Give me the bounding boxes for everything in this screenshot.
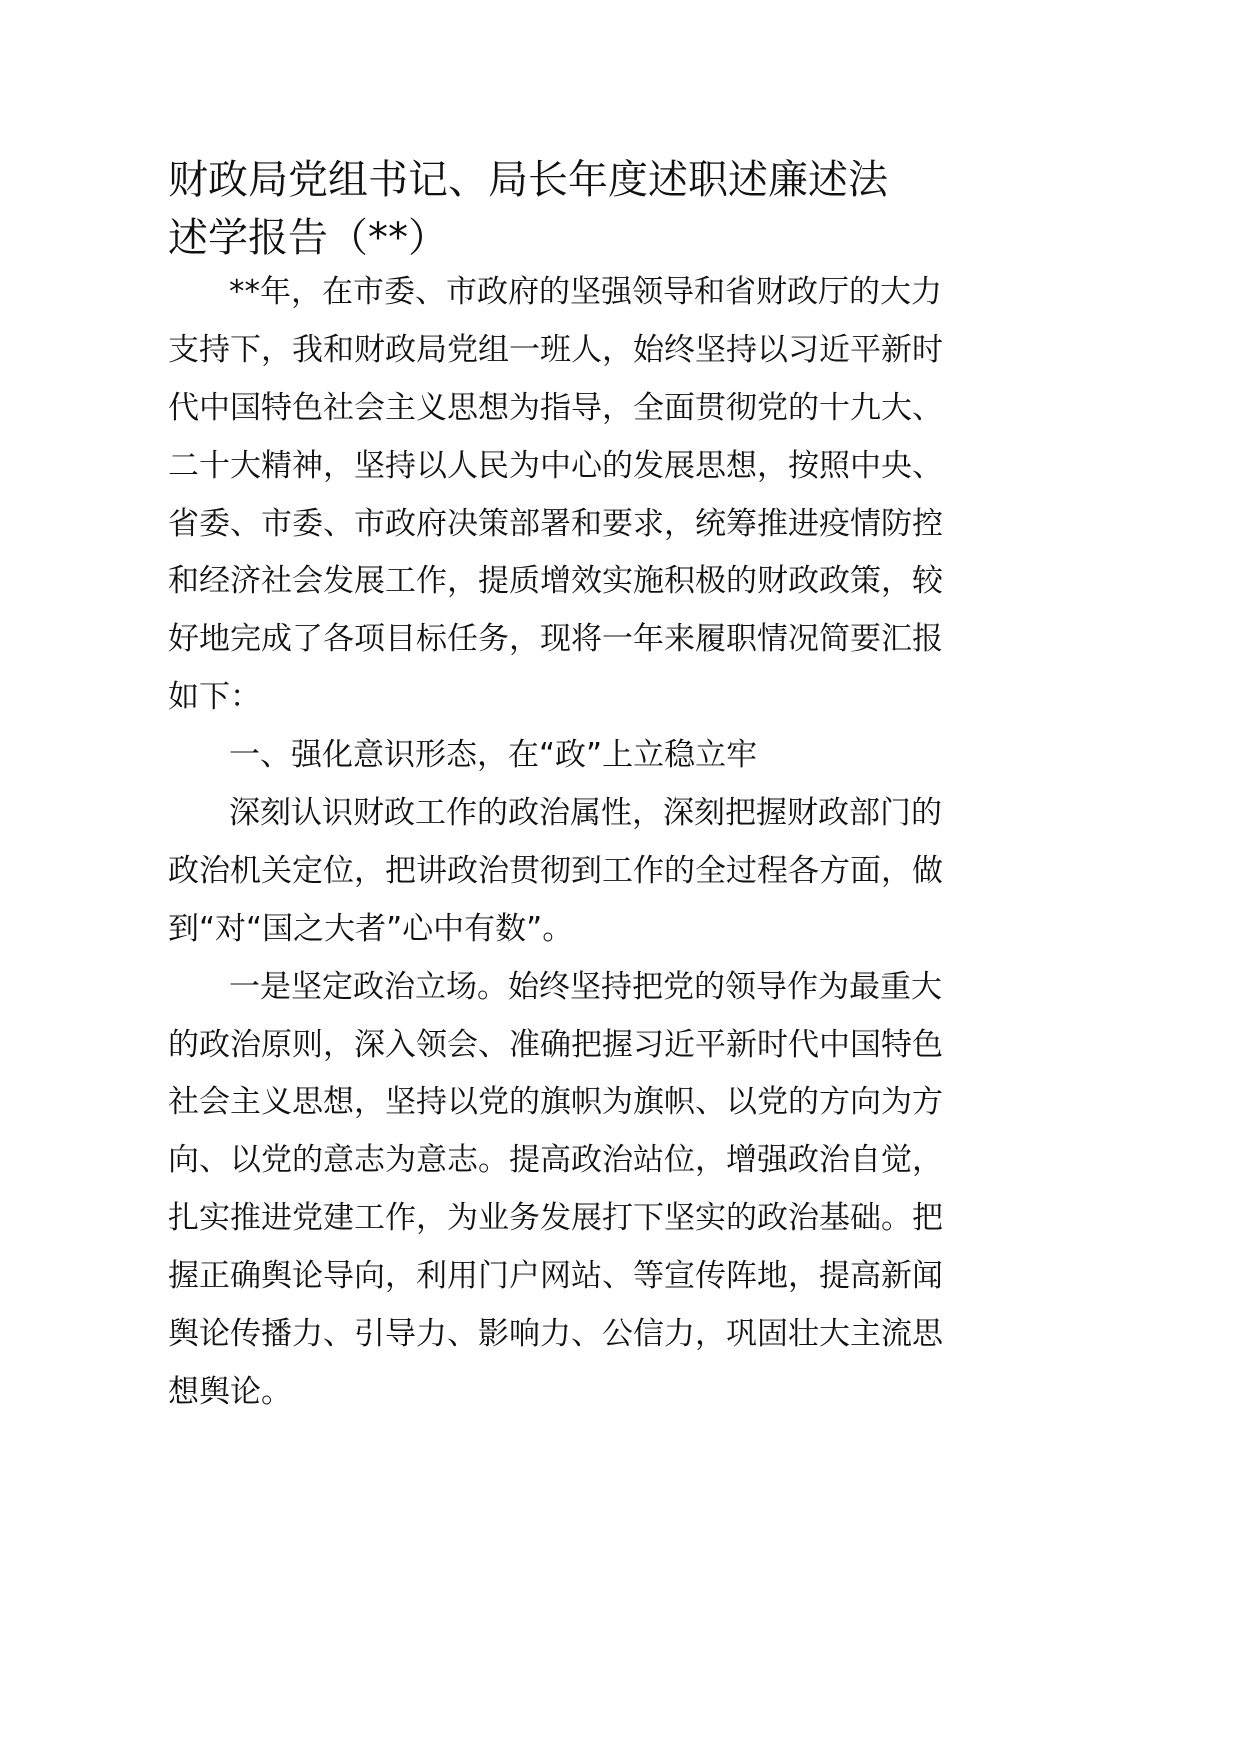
text-line: 扎实推进党建工作，为业务发展打下坚实的政治基础。把 <box>168 1200 943 1237</box>
text-line: 一、强化意识形态，在“政”上立稳立牢 <box>229 737 758 774</box>
text-line: 深刻认识财政工作的政治属性，深刻把握财政部门的 <box>229 795 942 832</box>
text-line: 向、以党的意志为意志。提高政治站位，增强政治自觉， <box>168 1142 943 1179</box>
text-line: 社会主义思想，坚持以党的旗帜为旗帜、以党的方向为方 <box>168 1084 943 1121</box>
text-line: 和经济社会发展工作，提质增效实施积极的财政政策，较 <box>168 563 943 600</box>
paragraph <box>168 959 943 1422</box>
paragraph <box>168 264 943 727</box>
title-line: 述学报告（**） <box>168 214 448 261</box>
paragraph <box>168 785 943 959</box>
text-line: 想舆论。 <box>168 1373 292 1410</box>
text-line: 好地完成了各项目标任务，现将一年来履职情况简要汇报 <box>168 621 943 658</box>
document-title <box>168 152 948 268</box>
text-line: 省委、市委、市政府决策部署和要求，统筹推进疫情防控 <box>168 505 943 542</box>
section-heading <box>168 727 940 785</box>
text-line: 支持下，我和财政局党组一班人，始终坚持以习近平新时 <box>168 331 943 368</box>
text-line: 舆论传播力、引导力、影响力、公信力，巩固壮大主流思 <box>168 1316 943 1353</box>
text-line: 二十大精神，坚持以人民为中心的发展思想，按照中央、 <box>168 447 943 484</box>
text-line: 代中国特色社会主义思想为指导，全面贯彻党的十九大、 <box>168 389 943 426</box>
text-line: 的政治原则，深入领会、准确把握习近平新时代中国特色 <box>168 1026 943 1063</box>
text-line: **年，在市委、市政府的坚强领导和省财政厅的大力 <box>229 274 942 310</box>
text-line: 一是坚定政治立场。始终坚持把党的领导作为最重大 <box>229 968 942 1005</box>
title-line: 财政局党组书记、局长年度述职述廉述法 <box>168 157 888 203</box>
text-line: 到“对“国之大者”心中有数”。 <box>168 910 574 947</box>
document-body <box>168 264 943 1422</box>
text-line: 政治机关定位，把讲政治贯彻到工作的全过程各方面，做 <box>168 852 943 889</box>
text-line: 握正确舆论导向，利用门户网站、等宣传阵地，提高新闻 <box>168 1258 943 1295</box>
text-line: 如下： <box>168 679 261 716</box>
